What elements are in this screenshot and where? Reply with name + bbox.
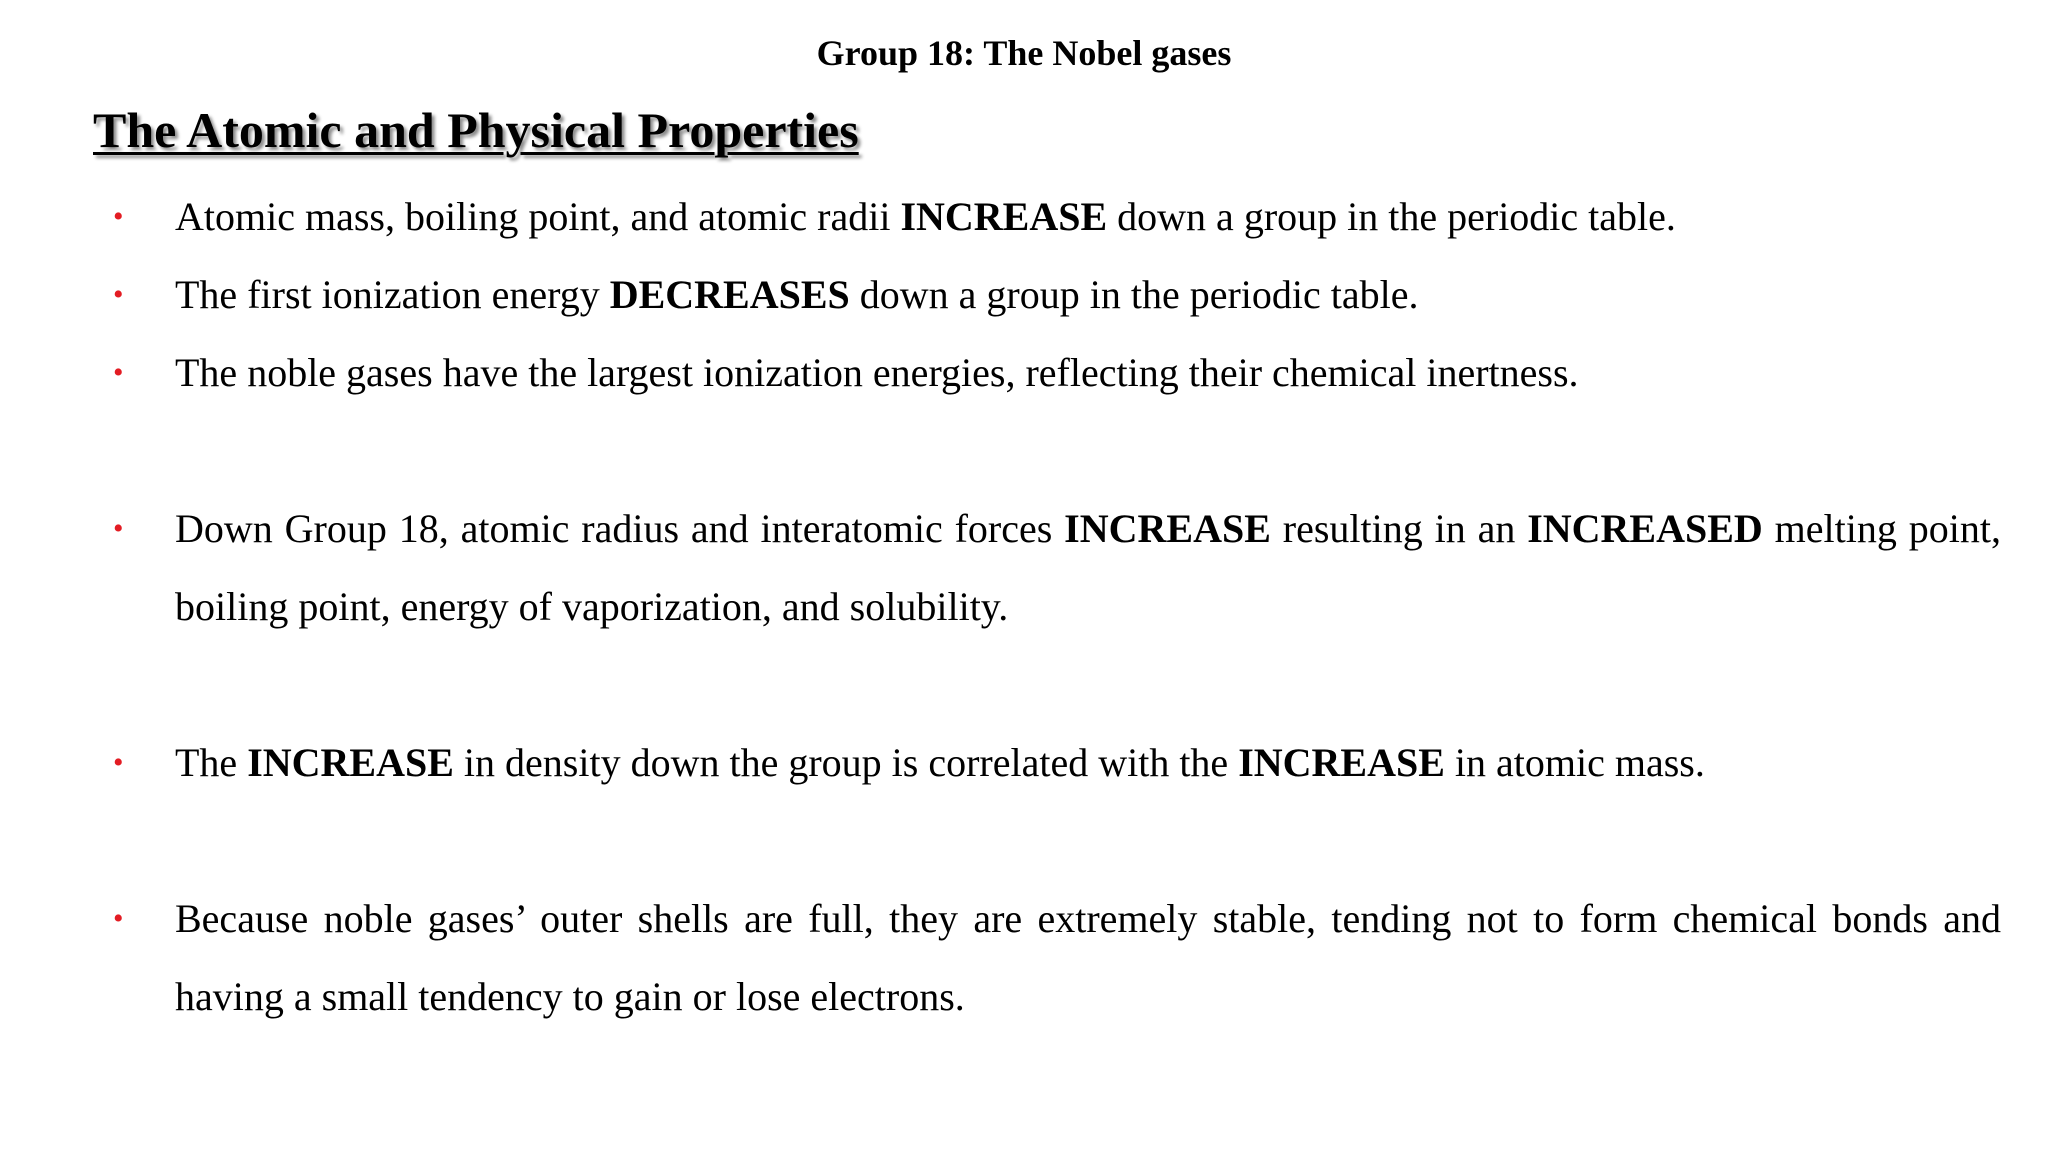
section-heading: The Atomic and Physical Properties — [93, 102, 859, 158]
bullet-marker: • — [113, 356, 124, 389]
bullet-item: • Atomic mass, boiling point, and atomic radii INCREASE down a group in the periodic table. — [175, 178, 2001, 256]
bullet-item: • The noble gases have the largest ionization energies, reflecting their chemical inertness. — [175, 334, 2001, 412]
bullet-item: • The first ionization energy DECREASES down a group in the periodic table. — [175, 256, 2001, 334]
bullet-marker: • — [113, 512, 124, 545]
bullet-item: • The INCREASE in density down the group is correlated with the INCREASE in atomic mass. — [175, 724, 2001, 802]
bullet-item: • Because noble gases’ outer shells are full, they are extremely stable, tending not to form chemical bonds and having a small tendency to gain or lose electrons. — [175, 880, 2001, 1036]
slide-title: Group 18: The Nobel gases — [816, 33, 1232, 73]
bullet-item: • Down Group 18, atomic radius and interatomic forces INCREASE resulting in an INCREASED melting point, boiling point, energy of vaporization, and solubility. — [175, 490, 2001, 646]
bullet-marker: • — [113, 902, 124, 935]
bullet-marker: • — [113, 746, 124, 779]
bullet-marker: • — [113, 278, 124, 311]
bullet-marker: • — [113, 200, 124, 233]
